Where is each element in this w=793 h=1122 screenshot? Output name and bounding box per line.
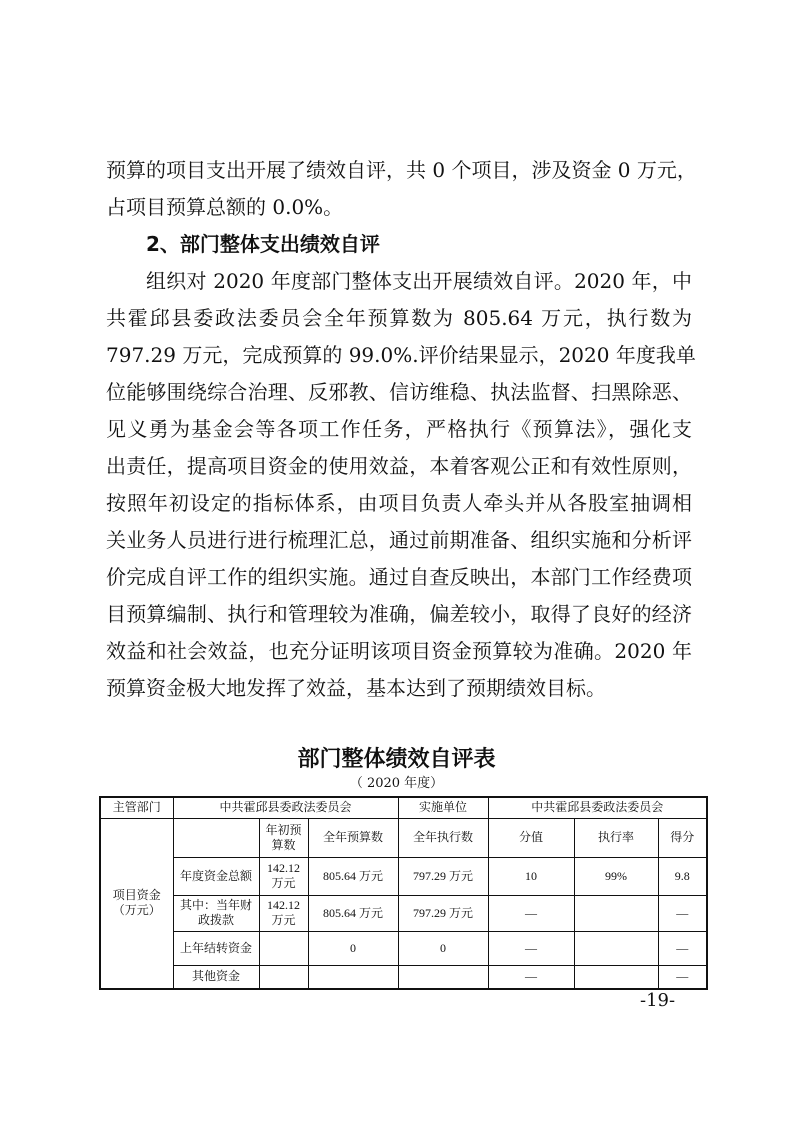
header-cell: 全年执行数 bbox=[398, 818, 488, 857]
impl-value: 中共霍邱县委政法委员会 bbox=[488, 797, 707, 818]
empty-cell bbox=[173, 818, 259, 857]
header-cell: 年初预算数 bbox=[259, 818, 308, 857]
exec-cell bbox=[398, 965, 488, 989]
table-row bbox=[100, 895, 707, 931]
body-line: 位能够围绕综合治理、反邪教、信访维稳、执法监督、扫黑除恶、 bbox=[106, 380, 692, 404]
initial-cell: 142.12万元 bbox=[259, 895, 308, 931]
page-number: -19- bbox=[640, 990, 676, 1011]
table-row bbox=[100, 931, 707, 965]
header-cell: 分值 bbox=[488, 818, 574, 857]
budget-cell: 805.64 万元 bbox=[308, 857, 398, 895]
exec-cell: 0 bbox=[398, 931, 488, 965]
body-line: 共霍邱县委政法委员会全年预算数为 805.64 万元，执行数为 bbox=[106, 306, 692, 330]
rate-cell bbox=[574, 895, 658, 931]
body-line: 占项目预算总额的 0.0%。 bbox=[106, 195, 344, 219]
body-line: 按照年初设定的指标体系，由项目负责人牵头并从各股室抽调相 bbox=[106, 491, 692, 515]
body-line: 出责任，提高项目资金的使用效益，本着客观公正和有效性原则， bbox=[106, 454, 692, 478]
row-label: 上年结转资金 bbox=[173, 931, 259, 965]
body-line: 关业务人员进行进行梳理汇总，通过前期准备、组织实施和分析评 bbox=[106, 528, 692, 552]
body-line: 预算资金极大地发挥了效益，基本达到了预期绩效目标。 bbox=[106, 676, 606, 700]
row-label: 年度资金总额 bbox=[173, 857, 259, 895]
body-line: 见义勇为基金会等各项工作任务，严格执行《预算法》，强化支 bbox=[106, 417, 692, 441]
score-cell: — bbox=[658, 965, 707, 989]
body-line: 预算的项目支出开展了绩效自评，共 0 个项目，涉及资金 0 万元， bbox=[106, 158, 697, 182]
budget-cell: 0 bbox=[308, 931, 398, 965]
rate-cell bbox=[574, 931, 658, 965]
body-line: 目预算编制、执行和管理较为准确，偏差较小，取得了良好的经济 bbox=[106, 602, 692, 626]
exec-cell: 797.29 万元 bbox=[398, 895, 488, 931]
fund-label: 项目资金（万元） bbox=[100, 818, 173, 989]
rate-cell: 99% bbox=[574, 857, 658, 895]
table-row bbox=[100, 797, 707, 818]
self-evaluation-table bbox=[99, 796, 708, 990]
dept-label: 主管部门 bbox=[100, 797, 173, 818]
body-line: 价完成自评工作的组织实施。通过自查反映出，本部门工作经费项 bbox=[106, 565, 692, 589]
score-value-cell: — bbox=[488, 931, 574, 965]
initial-cell: 142.12万元 bbox=[259, 857, 308, 895]
budget-cell: 805.64 万元 bbox=[308, 895, 398, 931]
body-line: 组织对 2020 年度部门整体支出开展绩效自评。2020 年，中 bbox=[146, 269, 692, 293]
section-heading: 2、部门整体支出绩效自评 bbox=[146, 232, 380, 256]
budget-cell bbox=[308, 965, 398, 989]
body-line: 797.29 万元，完成预算的 99.0%.评价结果显示，2020 年度我单 bbox=[106, 343, 696, 367]
table-year: （ 2020 年度） bbox=[349, 776, 444, 791]
header-cell: 得分 bbox=[658, 818, 707, 857]
dept-value: 中共霍邱县委政法委员会 bbox=[173, 797, 398, 818]
table-row bbox=[100, 857, 707, 895]
rate-cell bbox=[574, 965, 658, 989]
score-cell: 9.8 bbox=[658, 857, 707, 895]
score-value-cell: — bbox=[488, 895, 574, 931]
row-label: 其他资金 bbox=[173, 965, 259, 989]
row-label: 其中：当年财政拨款 bbox=[173, 895, 259, 931]
score-cell: — bbox=[658, 931, 707, 965]
table-row bbox=[100, 965, 707, 989]
score-value-cell: — bbox=[488, 965, 574, 989]
score-value-cell: 10 bbox=[488, 857, 574, 895]
header-cell: 全年预算数 bbox=[308, 818, 398, 857]
table-row bbox=[100, 818, 707, 857]
header-cell: 执行率 bbox=[574, 818, 658, 857]
score-cell: — bbox=[658, 895, 707, 931]
table-title: 部门整体绩效自评表 bbox=[297, 746, 496, 772]
impl-label: 实施单位 bbox=[398, 797, 488, 818]
initial-cell bbox=[259, 965, 308, 989]
body-line: 效益和社会效益，也充分证明该项目资金预算较为准确。2020 年 bbox=[106, 639, 692, 663]
initial-cell bbox=[259, 931, 308, 965]
exec-cell: 797.29 万元 bbox=[398, 857, 488, 895]
